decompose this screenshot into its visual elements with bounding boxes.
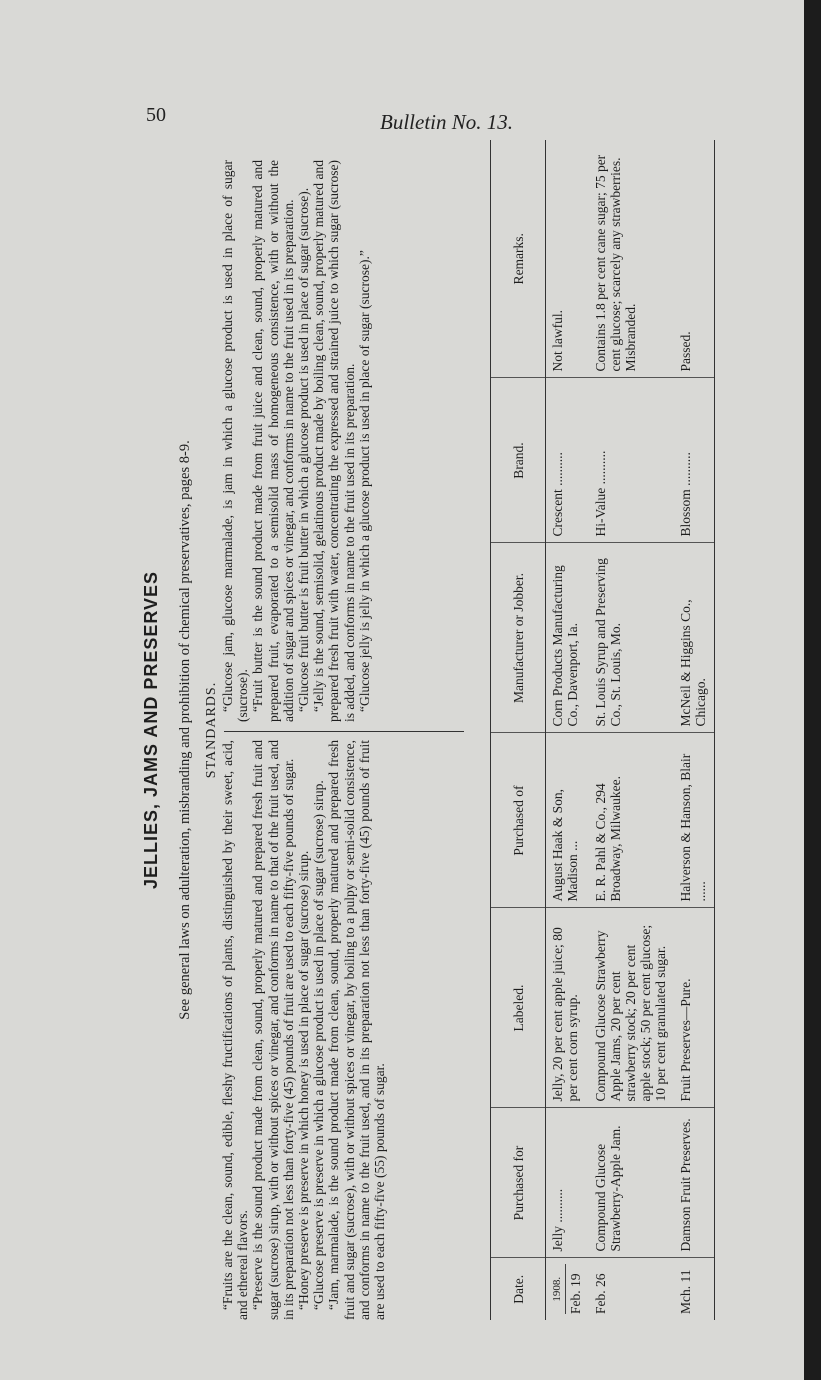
standards-right-column — [220, 160, 372, 722]
column-header-date: Date. — [491, 1258, 546, 1320]
column-header-purchased-for: Purchased for — [491, 1108, 546, 1258]
column-divider — [224, 731, 464, 732]
column-header-manufacturer: Manufacturer or Jobber. — [491, 543, 546, 733]
standard-paragraph: “Fruit butter is the sound product made from fruit juice and clean, sound, properly matured and prepared fruit, evaporated to a semisolid mass of homogeneous consistence, with or without the addition of sugar and spices or vinegar, and conforms in name to the fruit used in its preparation. — [250, 160, 296, 722]
standard-paragraph: “Jelly is the sound, semisolid, gelatinous product made by boiling clean, sound, properly matured and prepared fresh fruit with water, concentrating the expressed and strained juice to which sugar (sucrose) is added, and conforms in name to the fruit used in its preparation. — [311, 160, 357, 722]
standards-left-column — [220, 740, 387, 1320]
column-header-purchased-of: Purchased of — [491, 733, 546, 908]
cell-manufacturer: Corn Products Manufacturing Co., Davenport, Ia. — [546, 543, 590, 733]
table-row — [674, 140, 715, 1320]
cell-labeled: Fruit Preserves—Pure. — [674, 908, 715, 1108]
standard-paragraph: “Glucose preserve is preserve in which a glucose product is used in place of sugar (sucrose) sirup. — [311, 780, 327, 1310]
section-title: JELLIES, JAMS AND PRESERVES — [141, 570, 161, 890]
standard-paragraph: “Glucose fruit butter is fruit butter in which a glucose product is used in place of sugar (sucrose). — [296, 187, 312, 712]
standard-paragraph: “Jam, marmalade, is the sound product made from clean, sound, properly matured and prepared fresh fruit and sugar (sucrose), with or without spices or vinegar, by boiling to a pulpy or semi-solid consistence, and conforms in name to the fruit used, and in its preparation not less than forty-five (45) pounds of fruit are used to each fifty-five (55) pounds of sugar. — [326, 740, 388, 1320]
cell-brand: Hi-Value .......... — [589, 378, 674, 543]
cell-labeled: Compound Glucose Strawberry Apple Jams, 20 per cent strawberry stock; 20 per cent apple stock; 50 per cent glucose; 10 per cent granulated sugar. — [589, 908, 674, 1108]
samples-table — [490, 140, 715, 1320]
section-subtitle: See general laws on adulteration, misbranding and prohibition of chemical preservatives, pages 8-9. — [177, 440, 193, 1020]
date-value: Feb. 19 — [568, 1273, 583, 1314]
cell-brand: Blossom .......... — [674, 378, 715, 543]
standard-paragraph: “Glucose jelly is jelly in which a glucose product is used in place of sugar (sucrose).” — [356, 250, 372, 712]
standard-paragraph: “Honey preserve is preserve in which honey is used in place of sugar (sucrose) sirup. — [296, 850, 312, 1310]
table-row — [589, 140, 674, 1320]
standard-paragraph: “Fruits are the clean, sound, edible, fleshy fructifications of plants, distinguished by their sweet, acid, and ethereal flavors. — [220, 740, 251, 1320]
column-header-labeled: Labeled. — [491, 908, 546, 1108]
cell-purchased-of: August Haak & Son, Madison ... — [546, 733, 590, 908]
cell-remarks: Passed. — [674, 140, 715, 378]
table-header-row — [491, 140, 546, 1320]
rotated-content — [140, 140, 780, 1320]
bulletin-title: Bulletin No. 13. — [380, 110, 513, 134]
standards-heading: STANDARDS. — [204, 681, 219, 779]
cell-purchased-for: Damson Fruit Preserves. — [674, 1108, 715, 1258]
cell-date: Feb. 26 — [593, 1273, 608, 1314]
column-header-brand: Brand. — [491, 378, 546, 543]
column-header-remarks: Remarks. — [491, 140, 546, 378]
cell-labeled: Jelly, 20 per cent apple juice; 80 per cent corn syrup. — [546, 908, 590, 1108]
cell-purchased-of: Halverson & Hanson, Blair ...... — [674, 733, 715, 908]
cell-remarks: Not lawful. — [546, 140, 590, 378]
standard-paragraph: “Glucose jam, glucose marmalade, is jam in which a glucose product is used in place of sugar (sucrose). — [220, 160, 251, 722]
cell-manufacturer: McNeil & Higgins Co., Chicago. — [674, 543, 715, 733]
standard-paragraph: “Preserve is the sound product made from clean, sound, properly matured and prepared fresh fruit and sugar (sucrose) sirup, with or without spices or vinegar, and conforms in name to that of the fruit used, and in its preparation not less than forty-five (45) pounds of fruit are used to each fifty-five pounds of sugar. — [250, 740, 296, 1320]
cell-date: Mch. 11 — [674, 1258, 715, 1320]
cell-date — [546, 1258, 590, 1320]
cell-brand: Crescent .......... — [546, 378, 590, 543]
year-label: 1908. — [550, 1265, 566, 1315]
cell-purchased-of: E. R. Pahl & Co., 294 Broadway, Milwaukee. — [589, 733, 674, 908]
cell-purchased-for: Compound Glucose Strawberry-Apple Jam. — [589, 1108, 674, 1258]
cell-remarks: Contains 1.8 per cent cane sugar; 75 per cent glucose; scarcely any strawberries. Misbranded. — [589, 140, 674, 378]
table-row — [546, 140, 590, 1320]
cell-purchased-for: Jelly .......... — [546, 1108, 590, 1258]
page-number: 50 — [146, 104, 166, 126]
cell-manufacturer: St. Louis Syrup and Preserving Co., St. Louis, Mo. — [589, 543, 674, 733]
